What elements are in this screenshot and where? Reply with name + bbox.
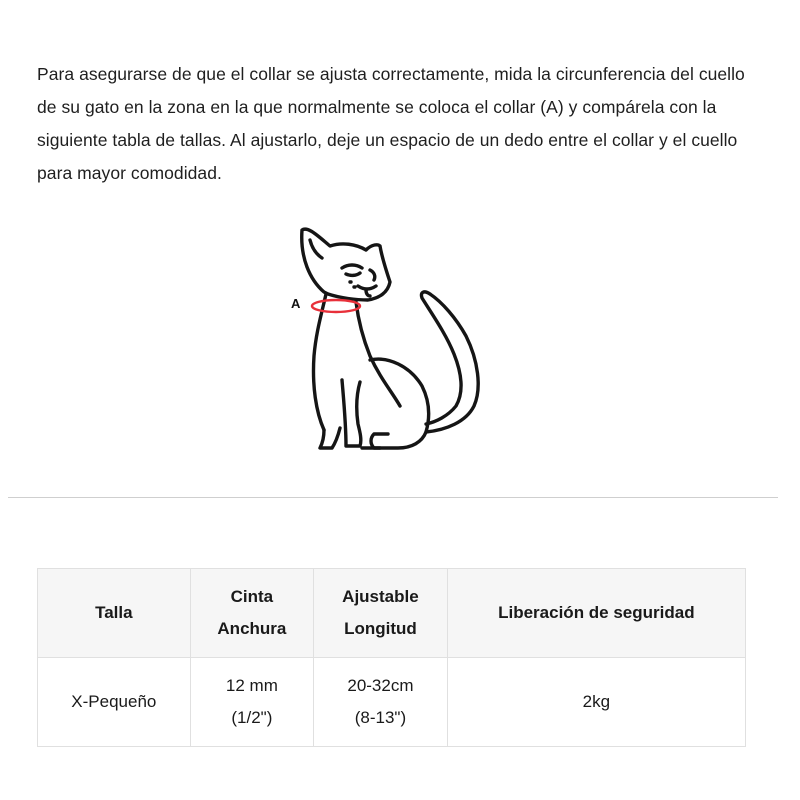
cat-illustration (270, 210, 510, 460)
header-ajustable-longitud: Ajustable Longitud (314, 569, 448, 658)
cell-liberacion-seguridad: 2kg (447, 658, 745, 747)
intro-paragraph: Para asegurarse de que el collar se ajusta correctamente, mida la circunferencia del cuello de su gato en la zona en la que normalmente se coloca el collar (A) y compárela con la siguiente tabla de tallas. Al ajustarlo, deje un espacio de un dedo entre el collar y el cuello para mayor comodidad. (37, 64, 745, 183)
table-row (38, 658, 746, 747)
cell-ajustable-longitud: 20-32cm (8-13") (314, 658, 448, 747)
table-header-row (38, 569, 746, 658)
size-chart-table (37, 568, 746, 747)
cat-outline-icon (270, 210, 510, 460)
collar-marker (312, 300, 360, 312)
neck-marker-label: A (291, 296, 301, 311)
cell-cinta-anchura: 12 mm (1/2") (190, 658, 314, 747)
header-liberacion-seguridad: Liberación de seguridad (447, 569, 745, 658)
cell-talla: X-Pequeño (38, 658, 191, 747)
header-cinta-anchura: Cinta Anchura (190, 569, 314, 658)
section-divider (8, 497, 778, 498)
header-talla: Talla (38, 569, 191, 658)
